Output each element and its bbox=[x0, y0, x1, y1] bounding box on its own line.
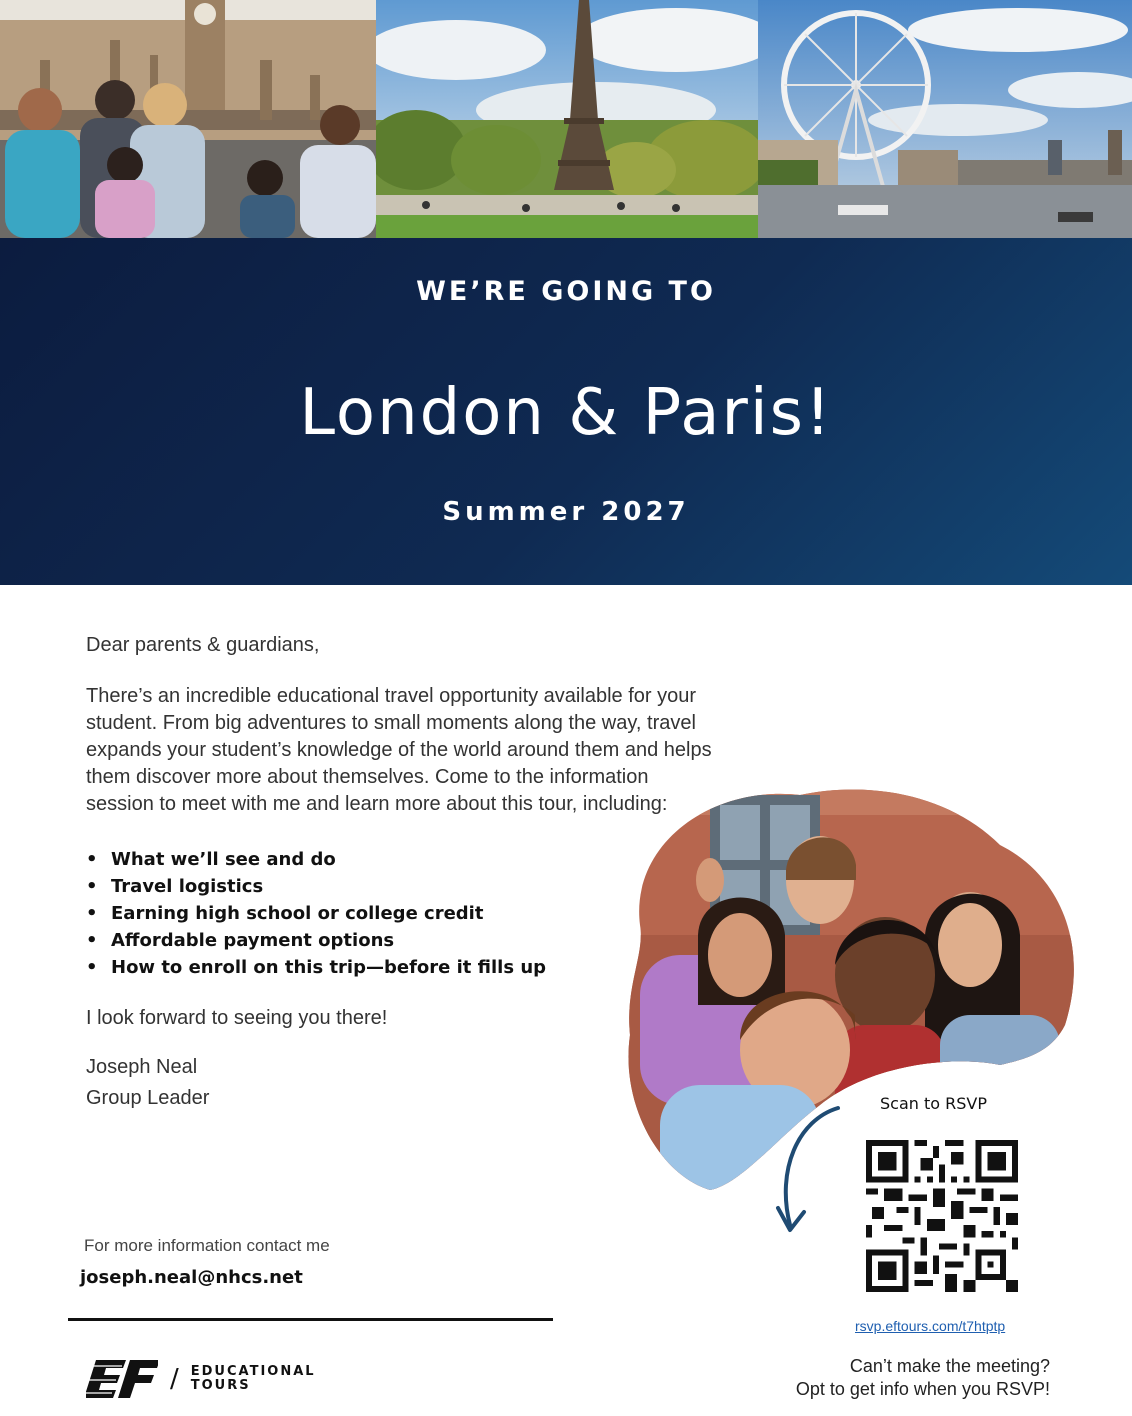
banner-subtitle: Summer 2027 bbox=[442, 497, 690, 527]
logo-divider: / bbox=[170, 1364, 179, 1394]
ef-logo-icon bbox=[86, 1358, 158, 1400]
page-title: London & Paris! bbox=[299, 376, 833, 450]
rsvp-note bbox=[796, 1355, 1050, 1401]
qr-code-icon[interactable] bbox=[866, 1140, 1018, 1292]
logo-line-1: EDUCATIONAL bbox=[190, 1364, 316, 1379]
letter-paragraph: There’s an incredible educational travel opportunity available for your student. From big adventures to small moments along the way, travel expands your student’s knowledge of the world around them and helps them discover more about themselves. Come to the information session to meet with me and learn more about this tour, including: bbox=[86, 685, 712, 815]
rsvp-note-line-1: Can’t make the meeting? bbox=[849, 1356, 1050, 1376]
rsvp-note-line-2: Opt to get info when you RSVP! bbox=[795, 1379, 1050, 1399]
scan-label: Scan to RSVP bbox=[880, 1094, 987, 1113]
list-item: • What we’ll see and do bbox=[86, 846, 726, 873]
letter-greeting: Dear parents & guardians, bbox=[86, 634, 320, 656]
logo-line-2: TOURS bbox=[190, 1378, 251, 1393]
photo-eiffel-tower bbox=[376, 0, 758, 238]
photo-westminster-tourists bbox=[0, 0, 376, 238]
signature-title: Group Leader bbox=[86, 1087, 210, 1109]
letter-closing: I look forward to seeing you there! bbox=[86, 1007, 388, 1029]
banner-kicker: WE’RE GOING TO bbox=[416, 276, 716, 307]
list-item: • Earning high school or college credit bbox=[86, 900, 726, 927]
signature-name: Joseph Neal bbox=[86, 1056, 198, 1078]
logo-wordmark bbox=[191, 1365, 316, 1393]
divider bbox=[68, 1318, 553, 1321]
title-banner bbox=[0, 238, 1132, 585]
ef-logo bbox=[86, 1357, 316, 1401]
list-item: • How to enroll on this trip—before it fills up bbox=[86, 954, 726, 981]
list-item: • Travel logistics bbox=[86, 873, 726, 900]
contact-email[interactable]: joseph.neal@nhcs.net bbox=[80, 1267, 303, 1288]
curved-arrow-down-icon bbox=[768, 1100, 848, 1240]
photo-london-eye bbox=[758, 0, 1132, 238]
rsvp-link[interactable]: rsvp.eftours.com/t7htptp bbox=[855, 1318, 1006, 1334]
contact-label: For more information contact me bbox=[84, 1236, 330, 1255]
group-photo-students bbox=[620, 785, 1080, 1195]
list-item: • Affordable payment options bbox=[86, 927, 726, 954]
